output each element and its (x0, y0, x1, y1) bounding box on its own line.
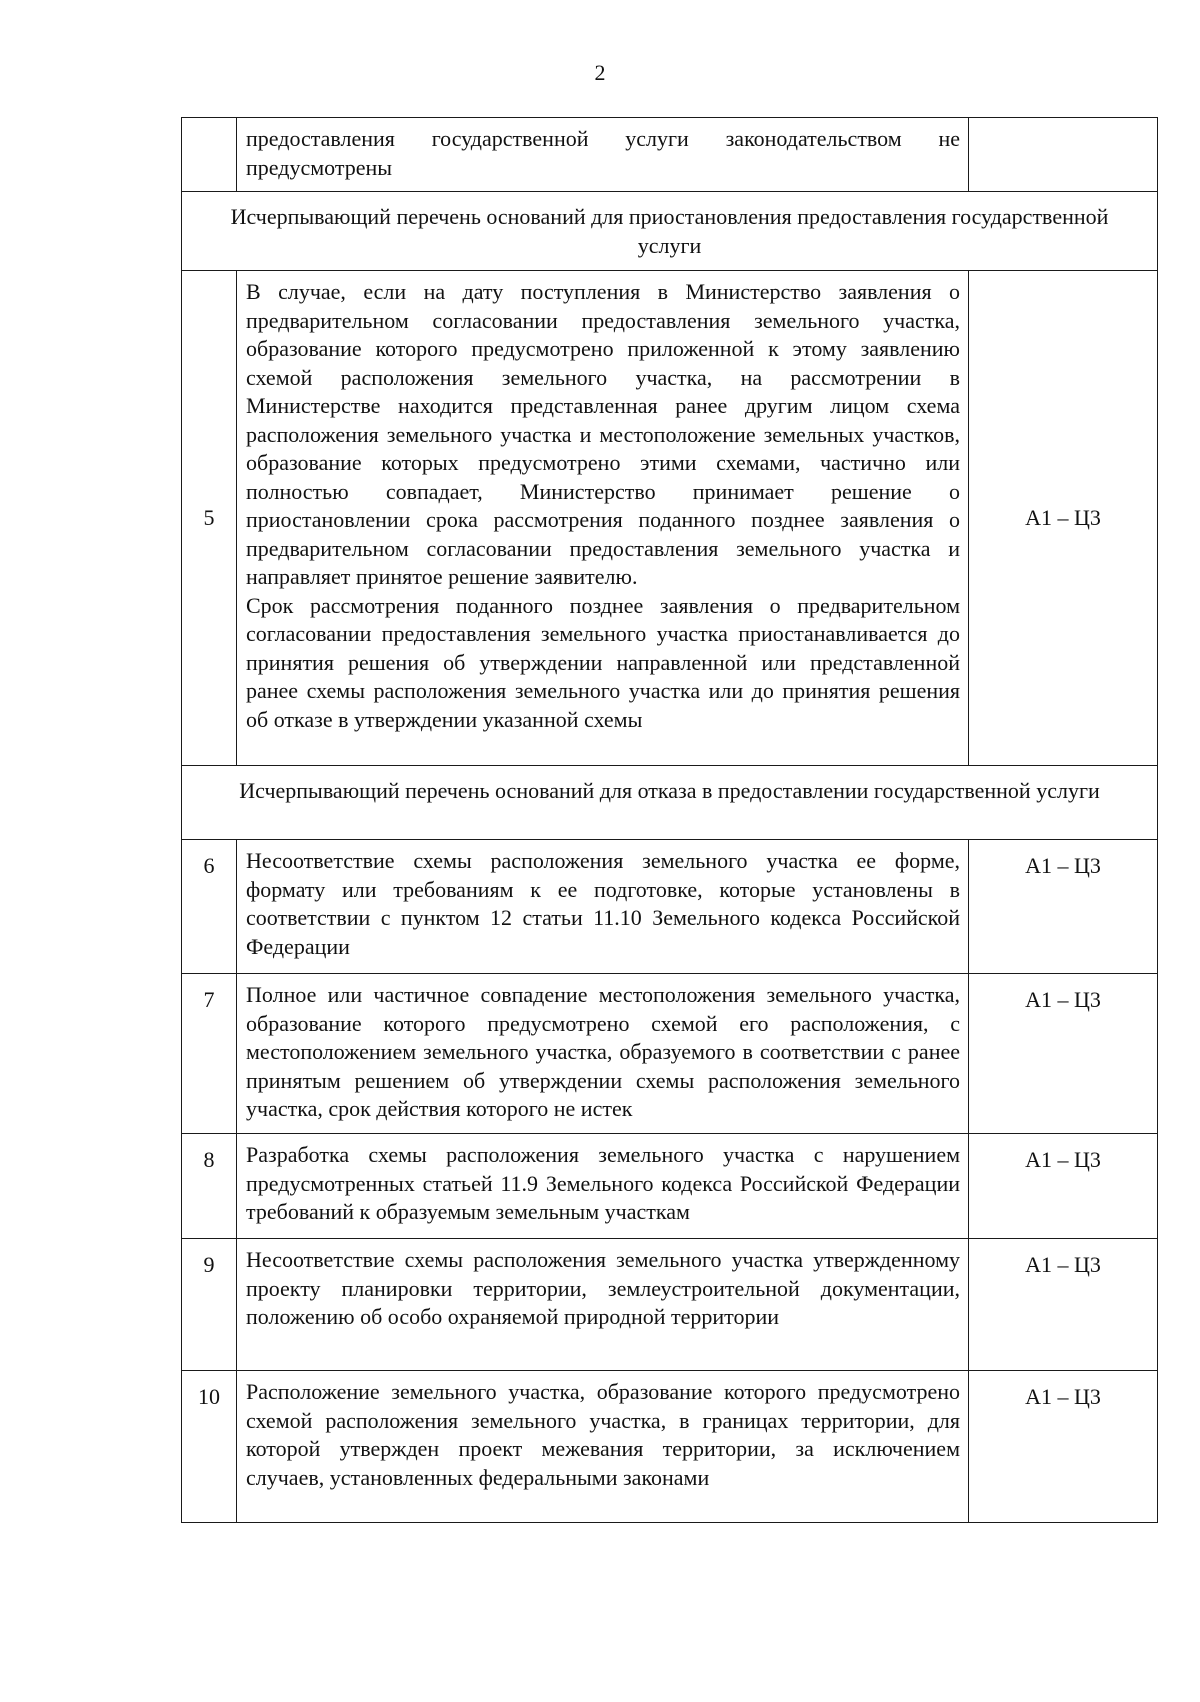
row-text: Полное или частичное совпадение местоположения земельного участка, образование которого предусмотрено схемой его расположения, с местоположением земельного участка, образуемого в соответствии с ранее принятым решением об утверждении схемы расположения земельного участка, срок действия которого не истек (237, 974, 969, 1134)
table-row (182, 1134, 1158, 1239)
page-number: 2 (594, 60, 606, 85)
row-code: А1 – Ц3 (969, 1134, 1158, 1239)
table-row (182, 271, 1158, 766)
section-heading-suspension: Исчерпывающий перечень оснований для приостановления предоставления государственной услуги (182, 192, 1158, 271)
row-code-cell (969, 118, 1158, 192)
section-header-row (182, 766, 1158, 840)
row-text (237, 271, 969, 766)
table-row (182, 840, 1158, 974)
row-code: А1 – Ц3 (969, 840, 1158, 974)
table-row-continuation (182, 118, 1158, 192)
row-number: 10 (182, 1371, 237, 1523)
row-text-paragraph: В случае, если на дату поступления в Министерство заявления о предварительном согласовании предоставления земельного участка, образование которого предусмотрено приложенной к этому заявлению схемой расположения земельного участка, на рассмотрении в Министерстве находится представленная ранее другим лицом схема расположения земельного участка и местоположение земельных участков, образование которых предусмотрено этими схемами, частично или полностью совпадает, Министерство принимает решение о приостановлении срока рассмотрения поданного позднее заявления о предварительном согласовании предоставления земельного участка и направляет принятое решение заявителю. (246, 279, 960, 589)
row-text: Разработка схемы расположения земельного участка с нарушением предусмотренных статьей 11.9 Земельного кодекса Российской Федерации требований к образуемым земельным участкам (237, 1134, 969, 1239)
row-number: 8 (182, 1134, 237, 1239)
table-row (182, 1239, 1158, 1371)
section-heading-refusal: Исчерпывающий перечень оснований для отказа в предоставлении государственной услуги (182, 766, 1158, 840)
row-code: А1 – Ц3 (969, 974, 1158, 1134)
row-number: 5 (182, 271, 237, 766)
row-code: А1 – Ц3 (969, 1371, 1158, 1523)
row-number: 6 (182, 840, 237, 974)
row-code: А1 – Ц3 (969, 1239, 1158, 1371)
row-number: 9 (182, 1239, 237, 1371)
row-number-cell (182, 118, 237, 192)
table-row (182, 974, 1158, 1134)
row-text: Несоответствие схемы расположения земельного участка утвержденному проекту планировки территории, землеустроительной документации, положению об особо охраняемой природной территории (237, 1239, 969, 1371)
table-row (182, 1371, 1158, 1523)
row-text: Расположение земельного участка, образование которого предусмотрено схемой расположения земельного участка, в границах территории, для которой утвержден проект межевания территории, за исключением случаев, установленных федеральными законами (237, 1371, 969, 1523)
grounds-table (181, 117, 1158, 1523)
row-number: 7 (182, 974, 237, 1134)
row-code: А1 – Ц3 (969, 271, 1158, 766)
section-header-row (182, 192, 1158, 271)
row-text: Несоответствие схемы расположения земельного участка ее форме, формату или требованиям к ее подготовке, которые установлены в соответствии с пунктом 12 статьи 11.10 Земельного кодекса Российской Федерации (237, 840, 969, 974)
row-text-cell: предоставления государственной услуги законодательством не предусмотрены (237, 118, 969, 192)
row-text-paragraph: Срок рассмотрения поданного позднее заявления о предварительном согласовании предоставления земельного участка приостанавливается до принятия решения об утверждении направленной или представленной ранее схемы расположения земельного участка или до принятия решения об отказе в утверждении указанной схемы (246, 592, 960, 732)
